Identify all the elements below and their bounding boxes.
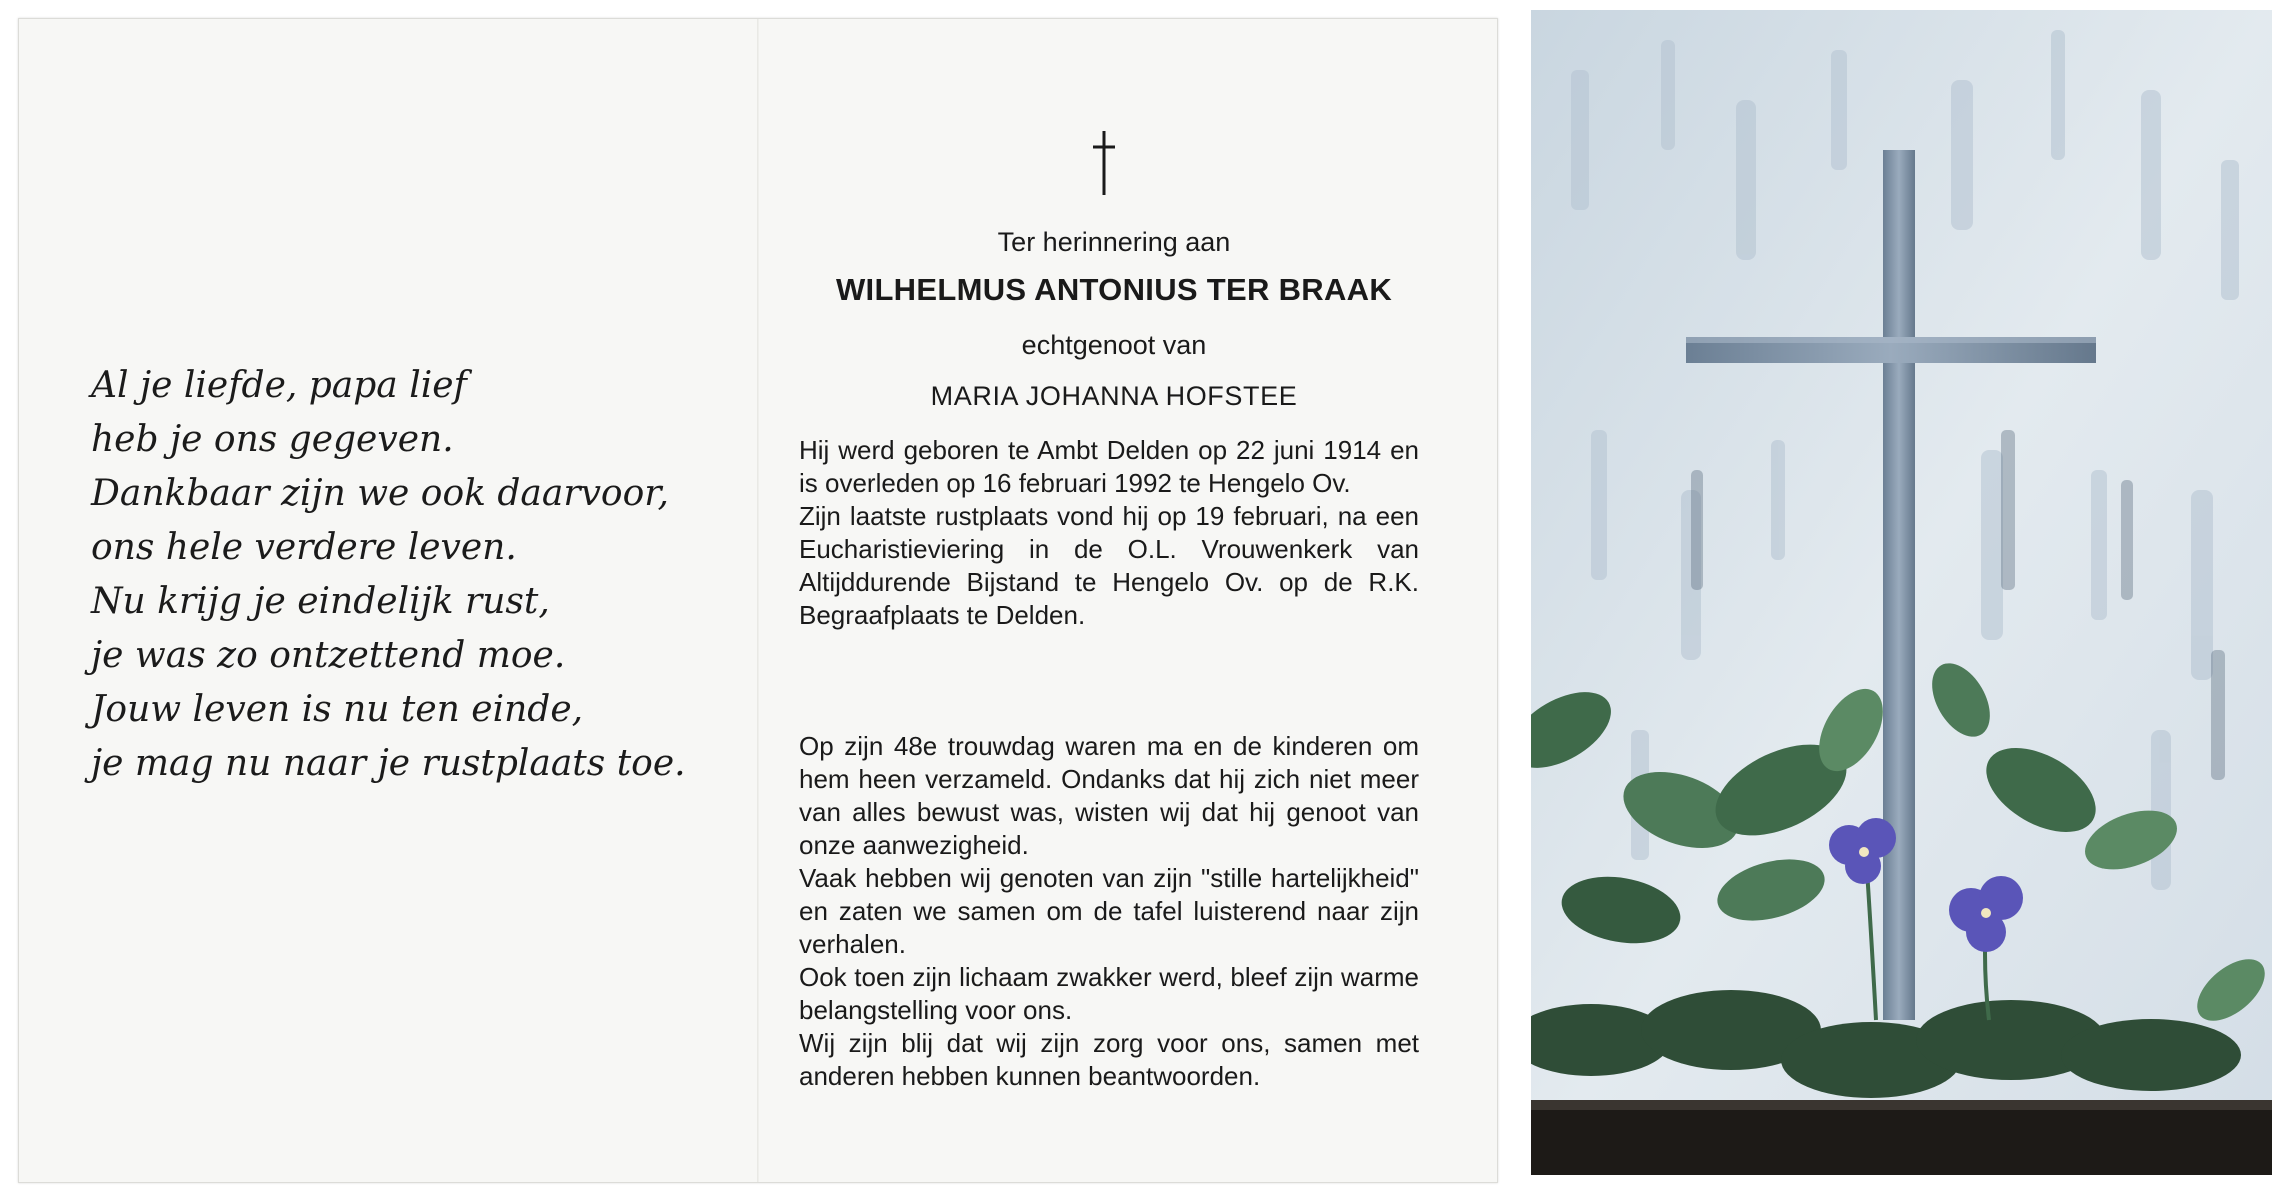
spouse-name: MARIA JOHANNA HOFSTEE bbox=[930, 381, 1298, 411]
cross-photo bbox=[1531, 10, 2272, 1175]
family-paragraph: Op zijn 48e trouwdag waren ma en de kinderen om hem heen verzameld. Ondanks dat hij zich niet meer van alles bewust was, wisten wij dat hij genoot van onze aanwezigheid. Vaak hebben wij genoten van zijn "stille hartelijkheid" en zaten we samen om de tafel luisterend naar zijn verhalen. Ook toen zijn lichaam zwakker werd, bleef zijn warme belangstelling voor ons. Wij zijn blij dat wij zijn zorg voor ons, samen met anderen hebben kunnen beantwoorden. bbox=[799, 731, 1419, 1091]
memorial-card bbox=[18, 18, 1498, 1183]
poem-line: je was zo ontzettend moe. bbox=[91, 635, 566, 676]
poem-line: Al je liefde, papa lief bbox=[91, 365, 467, 406]
poem-line: je mag nu naar je rustplaats toe. bbox=[91, 743, 686, 784]
cross-icon bbox=[1084, 123, 1124, 203]
spouse-label: echtgenoot van bbox=[1021, 330, 1207, 360]
memorial-text-panel bbox=[799, 19, 1429, 1182]
poem-line: Dankbaar zijn we ook daarvoor, bbox=[91, 473, 669, 514]
poem-line: Nu krijg je eindelijk rust, bbox=[91, 581, 550, 622]
intro-text: Ter herinnering aan bbox=[997, 227, 1231, 257]
poem-line: heb je ons gegeven. bbox=[91, 419, 454, 460]
poem bbox=[91, 359, 731, 791]
poem-line: ons hele verdere leven. bbox=[91, 527, 517, 568]
fold-line bbox=[757, 19, 759, 1182]
biography-paragraph: Hij werd geboren te Ambt Delden op 22 juni 1914 en is overleden op 16 februari 1992 te Hengelo Ov. Zijn laatste rustplaats vond hij op 19 februari, na een Eucharistieviering in de O.L. Vrouwenkerk van Altijddurende Bijstand te Hengelo Ov. op de R.K. Begraafplaats te Delden. bbox=[799, 435, 1419, 630]
poem-line: Jouw leven is nu ten einde, bbox=[91, 689, 584, 730]
cross-with-violets-image bbox=[1531, 10, 2272, 1175]
deceased-name: WILHELMUS ANTONIUS TER BRAAK bbox=[835, 272, 1393, 307]
